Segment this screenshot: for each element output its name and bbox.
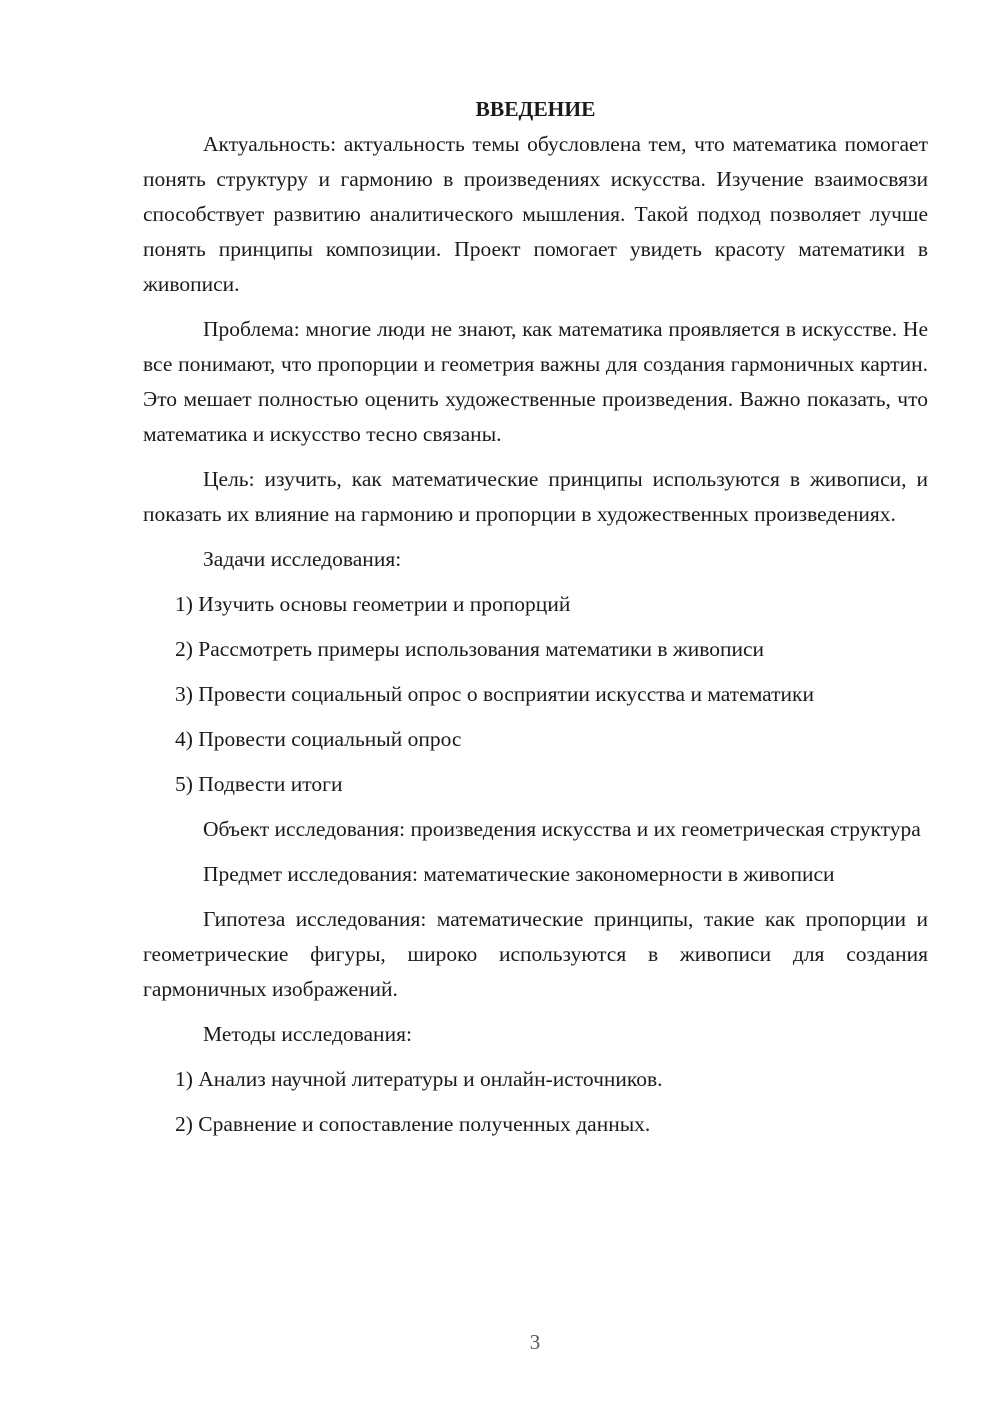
methods-list — [143, 1062, 928, 1142]
list-item: 5) Подвести итоги — [175, 772, 343, 796]
list-item: 2) Рассмотреть примеры использования математики в живописи — [175, 637, 765, 661]
list-item: 2) Сравнение и сопоставление полученных данных. — [175, 1112, 651, 1136]
hypothesis-paragraph: Гипотеза исследования: математические принципы, такие как пропорции и геометрические фигуры, широко используются в живописи для создания гармоничных изображений. — [143, 907, 928, 1001]
methods-heading: Методы исследования: — [203, 1022, 412, 1046]
document-page — [143, 92, 928, 1152]
tasks-list — [143, 587, 928, 802]
list-item: 1) Анализ научной литературы и онлайн-источников. — [175, 1067, 663, 1091]
tasks-heading: Задачи исследования: — [203, 547, 402, 571]
page-title: ВВЕДЕНИЕ — [475, 97, 596, 121]
goal-paragraph: Цель: изучить, как математические принципы используются в живописи, и показать их влияние на гармонию и пропорции в художественных произведениях. — [143, 467, 928, 526]
page-number: 3 — [529, 1330, 541, 1354]
subject-paragraph: Предмет исследования: математические закономерности в живописи — [203, 862, 835, 886]
relevance-paragraph: Актуальность: актуальность темы обусловлена тем, что математика помогает понять структуру и гармонию в произведениях искусства. Изучение взаимосвязи способствует развитию аналитического мышления. Такой подход позволяет лучше понять принципы композиции. Проект помогает увидеть красоту математики в живописи. — [143, 132, 928, 296]
object-paragraph: Объект исследования: произведения искусства и их геометрическая структура — [203, 817, 921, 841]
list-item: 4) Провести социальный опрос — [175, 727, 462, 751]
problem-paragraph: Проблема: многие люди не знают, как математика проявляется в искусстве. Не все понимают, что пропорции и геометрия важны для создания гармоничных картин. Это мешает полностью оценить художественные произведения. Важно показать, что математика и искусство тесно связаны. — [143, 317, 928, 446]
list-item: 3) Провести социальный опрос о восприятии искусства и математики — [175, 682, 815, 706]
list-item: 1) Изучить основы геометрии и пропорций — [175, 592, 571, 616]
